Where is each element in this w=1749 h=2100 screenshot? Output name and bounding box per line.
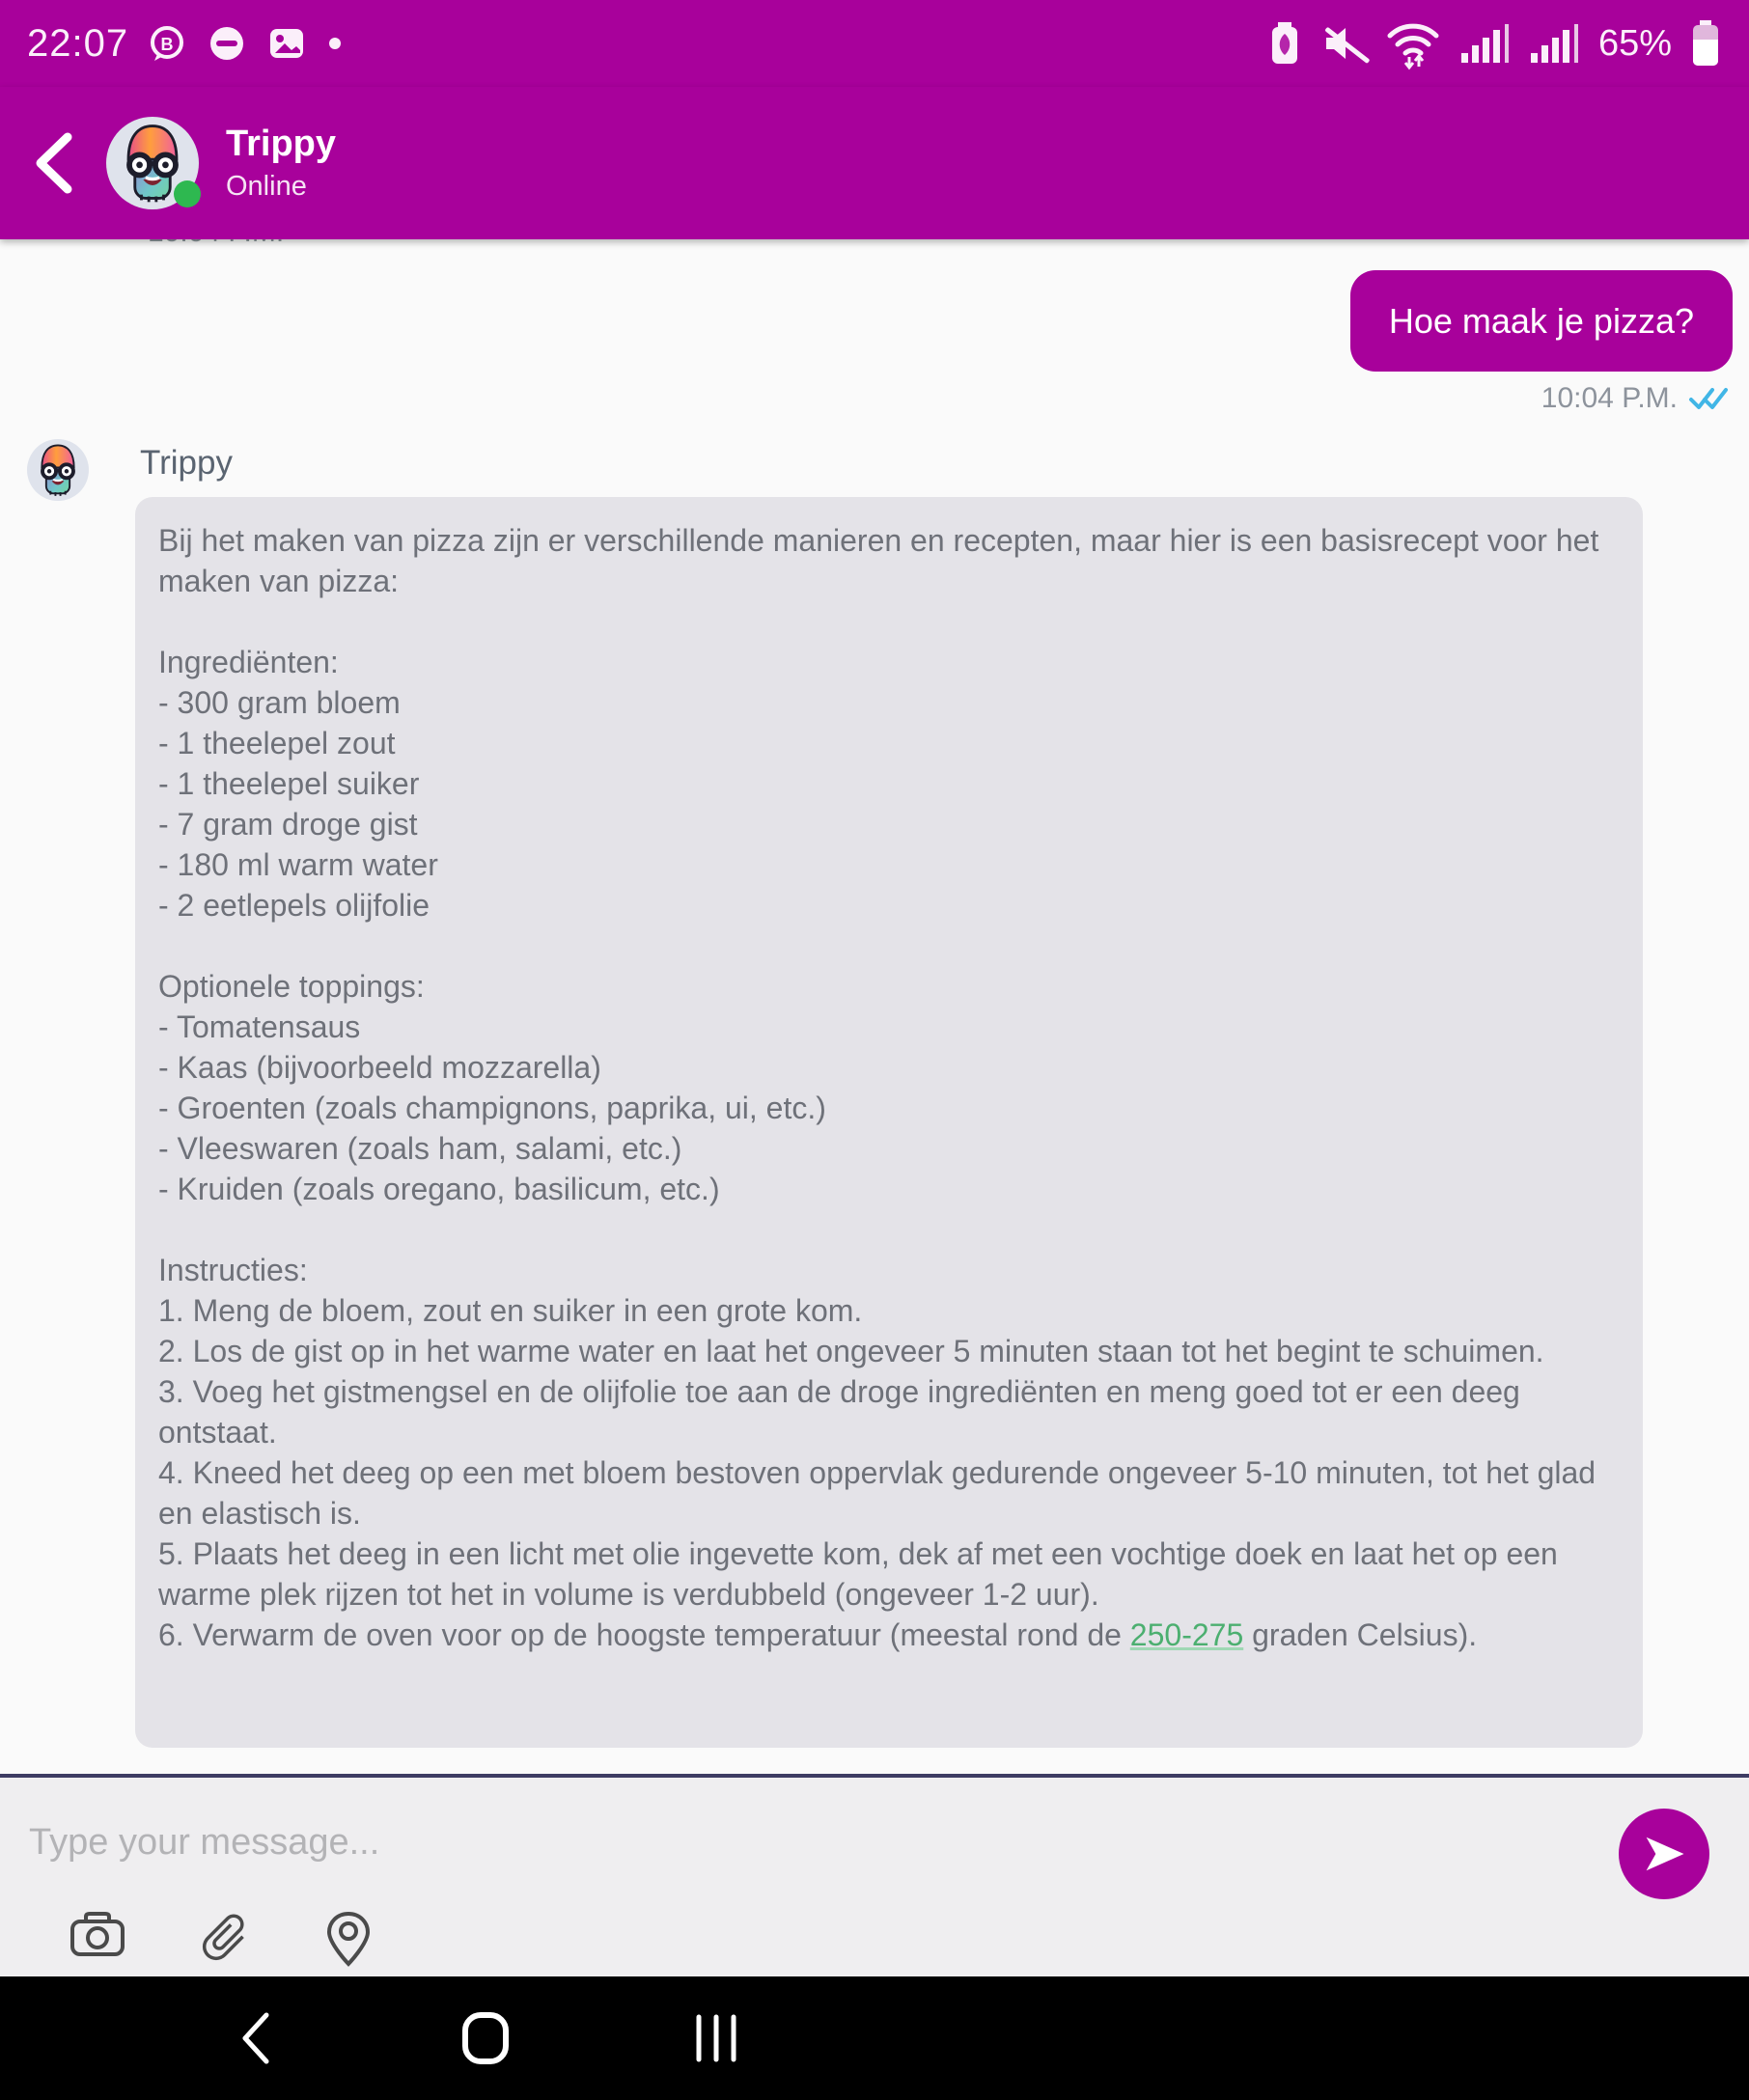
nav-home-button[interactable]: [428, 1976, 543, 2100]
send-arrow-icon: [1638, 1828, 1690, 1880]
recents-icon: [691, 2011, 741, 2065]
message-input[interactable]: Type your message...: [29, 1822, 380, 1863]
notification-dot-icon: [325, 34, 345, 53]
back-button[interactable]: [0, 131, 106, 195]
signal-bars-icon: [1459, 20, 1512, 67]
trippy-avatar-icon: [27, 439, 89, 501]
battery-percent: 65%: [1597, 22, 1672, 64]
back-chevron-icon: [31, 131, 75, 195]
svg-text:B: B: [160, 35, 174, 54]
paperclip-icon[interactable]: [198, 1911, 252, 1970]
battery-saver-icon: [1268, 20, 1301, 67]
nav-recents-button[interactable]: [658, 1976, 774, 2100]
mute-icon: [1319, 20, 1367, 67]
contact-avatar[interactable]: [106, 117, 199, 209]
b-chat-app-icon: [146, 22, 188, 65]
battery-icon: [1689, 18, 1722, 69]
message-composer: [0, 1774, 1749, 1976]
user-message-bubble[interactable]: [1350, 270, 1733, 372]
location-pin-icon[interactable]: [324, 1911, 373, 1972]
message-list[interactable]: [0, 239, 1749, 1774]
read-receipt-icon: [1689, 385, 1728, 412]
presence-status: Online: [226, 171, 307, 202]
bot-sender-name: Trippy: [140, 444, 233, 482]
do-not-disturb-icon: [206, 22, 248, 65]
back-icon: [237, 2011, 272, 2065]
temperature-link[interactable]: 250-275: [1129, 1617, 1244, 1652]
status-bar: [0, 0, 1749, 87]
android-nav-bar: [0, 1976, 1749, 2100]
bot-message-bubble[interactable]: [135, 497, 1643, 1748]
signal-bars-icon: [1529, 20, 1581, 67]
camera-icon[interactable]: [69, 1911, 125, 1964]
bot-avatar[interactable]: [27, 439, 89, 501]
send-button[interactable]: [1619, 1809, 1709, 1899]
online-indicator: [174, 180, 201, 207]
user-message-time: 10:04 P.M.: [1541, 382, 1678, 414]
contact-name[interactable]: Trippy: [226, 124, 337, 164]
bot-message-text: Bij het maken van pizza zijn er verschillende manieren en recepten, maar hier is een basisrecept voor het maken van pizza: Ingrediënten: - 300 gram bloem - 1 theelepel zout - 1 theelepel suiker - 7 gram droge gist - 180 ml warm water - 2 eetlepels olijfolie Optionele toppings: - Tomatensaus - Kaas (bijvoorbeeld mozzarella) - Groenten (zoals champignons, paprika, ui, etc.) - Vleeswaren (zoals ham, salami, etc.) - Kruiden (zoals oregano, basilicum, etc.) Instructies: 1. Meng de bloem, zout en suiker in een grote kom. 2. Los de gist op in het warme water en laat het ongeveer 5 minuten staan tot het begint te schuimen. 3. Voeg het gistmengsel en de olijfolie toe aan de droge ingrediënten en meng goed tot er een deeg ontstaat. 4. Kneed het deeg op een met bloem bestoven oppervlak gedurende ongeveer 5-10 minuten, tot het glad en elastisch is. 5. Plaats het deeg in een licht met olie ingevette kom, dek af met een vochtige doek en laat het op een warme plek rijzen tot het in volume is verdubbeld (ongeveer 1-2 uur). 6. Verwarm de oven voor op de hoogste temperatuur (meestal rond de 250-275 graden Celsius).: [158, 523, 1599, 1652]
user-message-text: Hoe maak je pizza?: [1388, 300, 1694, 341]
clock: 22:07: [27, 21, 129, 65]
wifi-arrows-icon: [1384, 18, 1442, 69]
nav-back-button[interactable]: [197, 1976, 313, 2100]
chat-header: [0, 87, 1749, 239]
screenshot-image-icon: [265, 22, 308, 65]
home-icon: [460, 2010, 511, 2066]
